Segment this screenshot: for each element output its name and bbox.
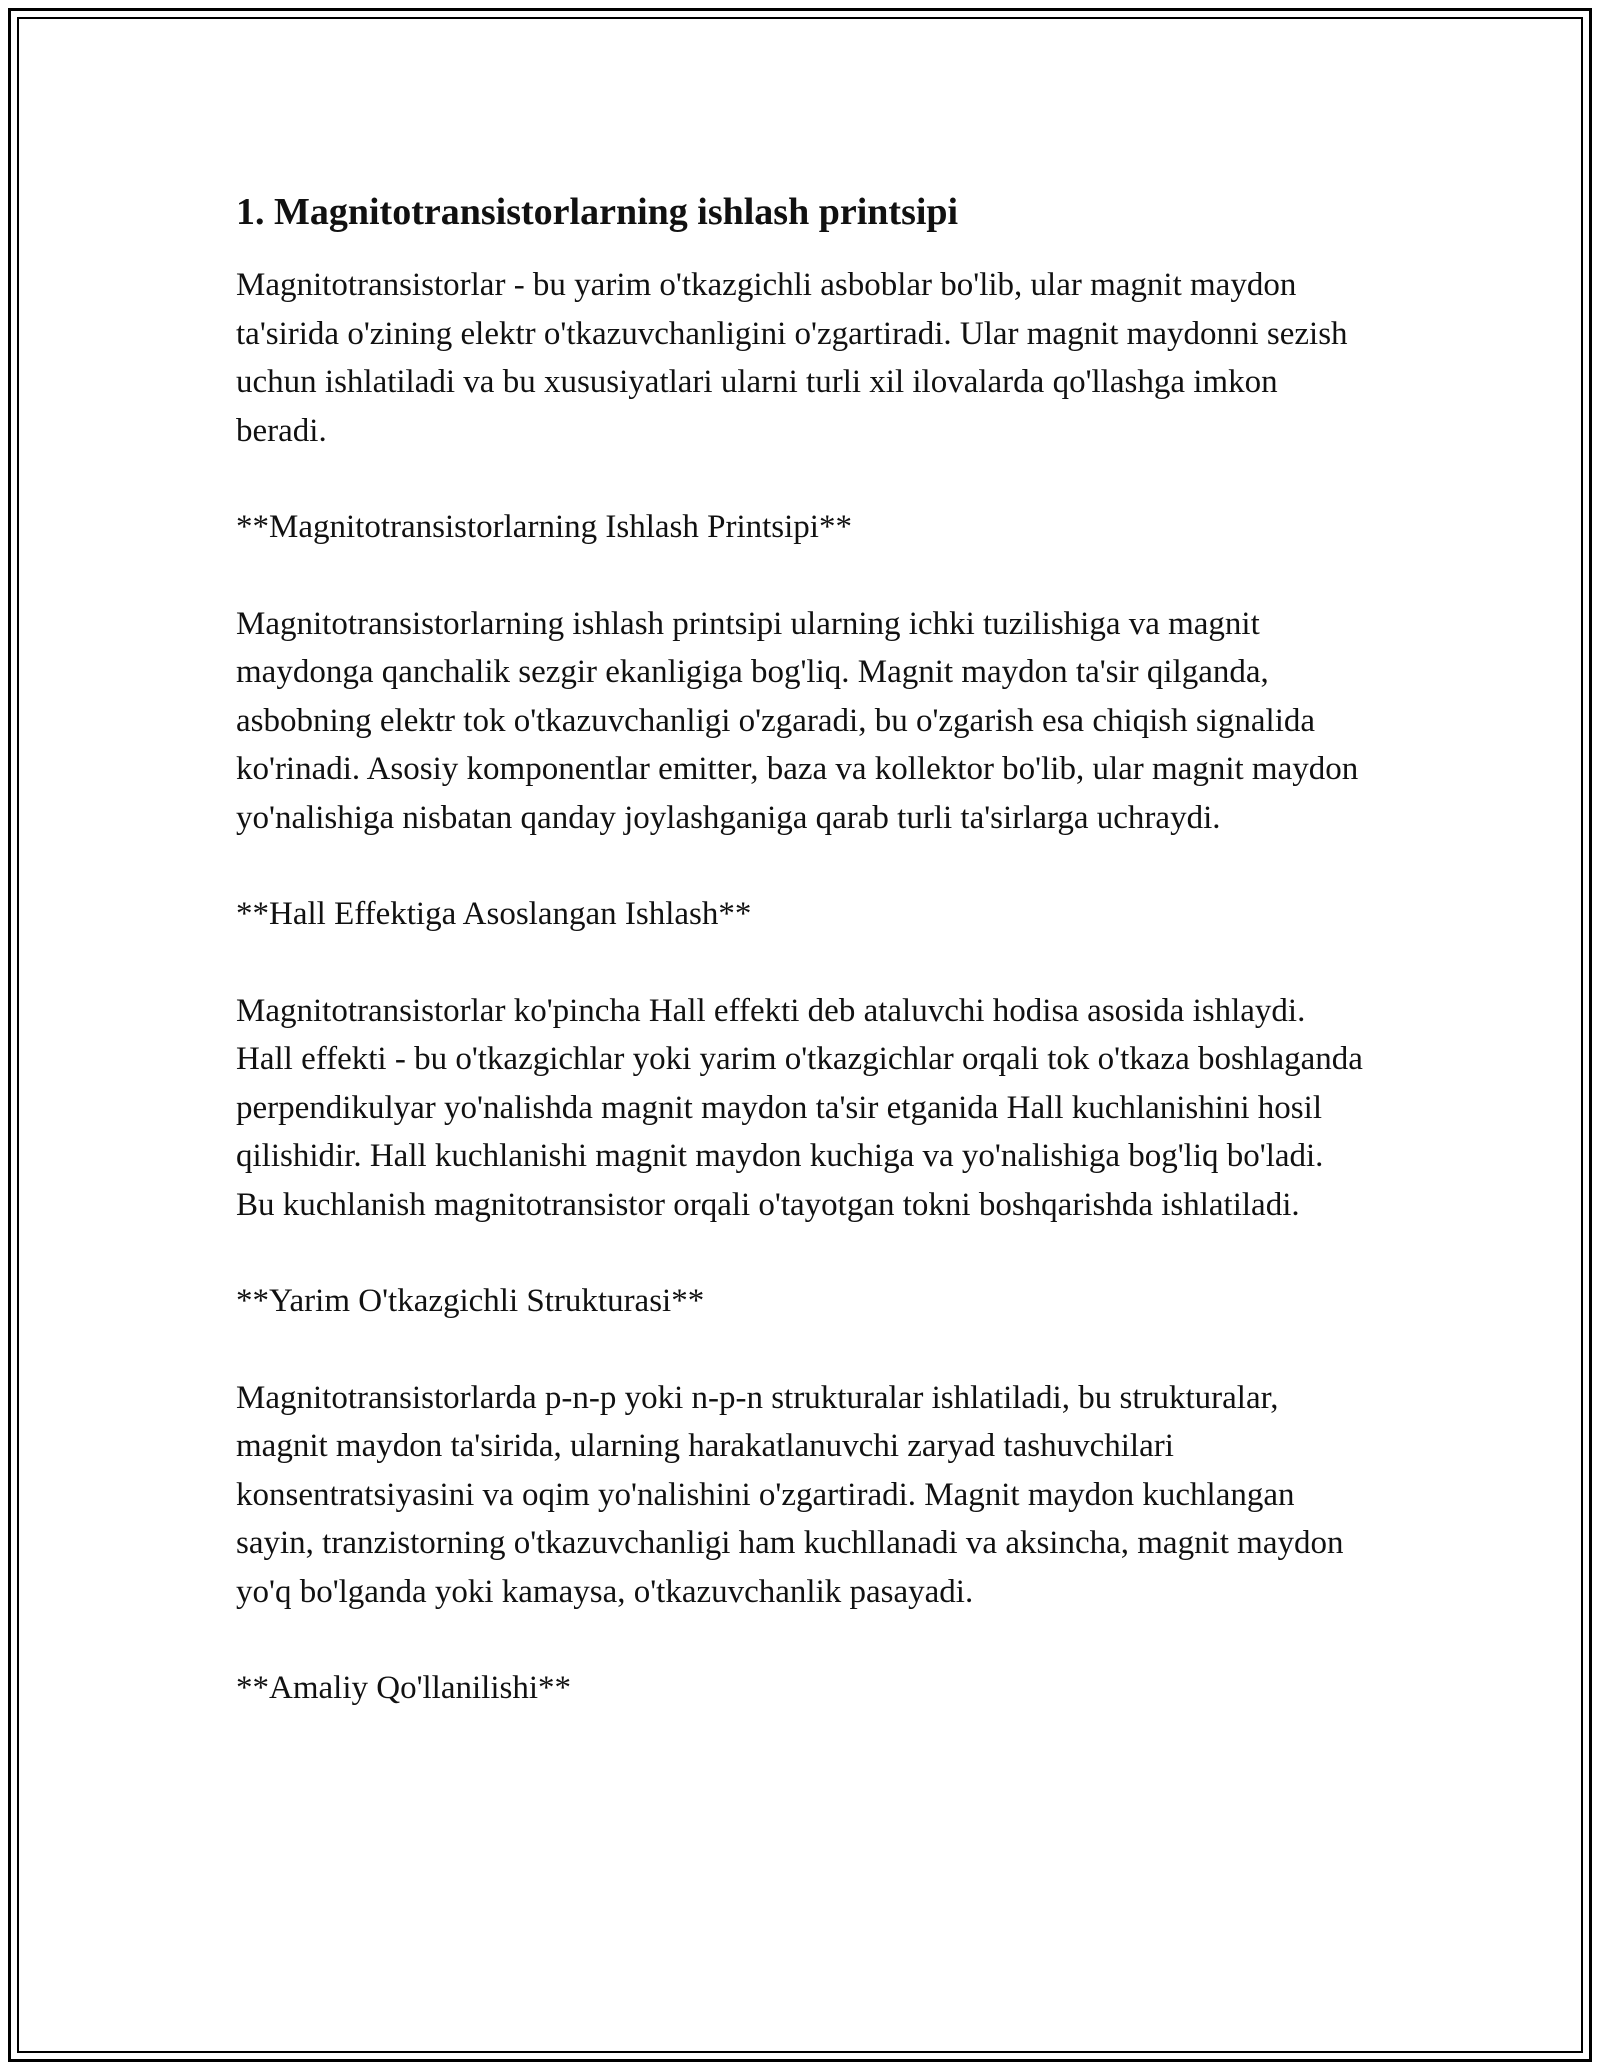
- subheading-hall-effekti: **Hall Effektiga Asoslangan Ishlash**: [236, 896, 752, 932]
- intro-paragraph: Magnitotransistorlar - bu yarim o'tkazgichli asboblar bo'lib, ular magnit maydon ta'sirida o'zining elektr o'tkazuvchanligini o'zgartiradi. Ular magnit maydonni sezish uchun ishlatiladi va bu xususiyatlari ularni turli xil ilovalarda qo'llashga imkon beradi.: [236, 267, 1348, 449]
- subheading-amaliy-qollanilishi: **Amaliy Qo'llanilishi**: [236, 1670, 572, 1706]
- subheading-ishlash-printsipi: **Magnitotransistorlarning Ishlash Printsipi**: [236, 509, 852, 545]
- subheading-struktura: **Yarim O'tkazgichli Strukturasi**: [236, 1283, 705, 1319]
- document-heading: 1. Magnitotransistorlarning ishlash printsipi: [236, 191, 959, 233]
- paragraph-hall-effekti: Magnitotransistorlar ko'pincha Hall effekti deb ataluvchi hodisa asosida ishlaydi. Hall effekti - bu o'tkazgichlar yoki yarim o'tkazgichlar orqali tok o'tkaza boshlaganda perpendikulyar yo'nalishda magnit maydon ta'sir etganida Hall kuchlanishini hosil qilishidir. Hall kuchlanishi magnit maydon kuchiga va yo'nalishiga bog'liq bo'ladi. Bu kuchlanish magnitotransistor orqali o'tayotgan tokni boshqarishda ishlatiladi.: [236, 992, 1363, 1223]
- document-body: [236, 186, 1366, 1761]
- paragraph-ishlash-printsipi: Magnitotransistorlarning ishlash printsipi ularning ichki tuzilishiga va magnit maydonga qanchalik sezgir ekanligiga bog'liq. Magnit maydon ta'sir qilganda, asbobning elektr tok o'tkazuvchanligi o'zgaradi, bu o'zgarish esa chiqish signalida ko'rinadi. Asosiy komponentlar emitter, baza va kollektor bo'lib, ular magnit maydon yo'nalishiga nisbatan qanday joylashganiga qarab turli ta'sirlarga uchraydi.: [236, 605, 1359, 836]
- paragraph-struktura: Magnitotransistorlarda p-n-p yoki n-p-n strukturalar ishlatiladi, bu strukturalar, magnit maydon ta'sirida, ularning harakatlanuvchi zaryad tashuvchilari konsentratsiyasini va oqim yo'nalishini o'zgartiradi. Magnit maydon kuchlangan sayin, tranzistorning o'tkazuvchanligi ham kuchllanadi va aksincha, magnit maydon yo'q bo'lganda yoki kamaysa, o'tkazuvchanlik pasayadi.: [236, 1379, 1344, 1610]
